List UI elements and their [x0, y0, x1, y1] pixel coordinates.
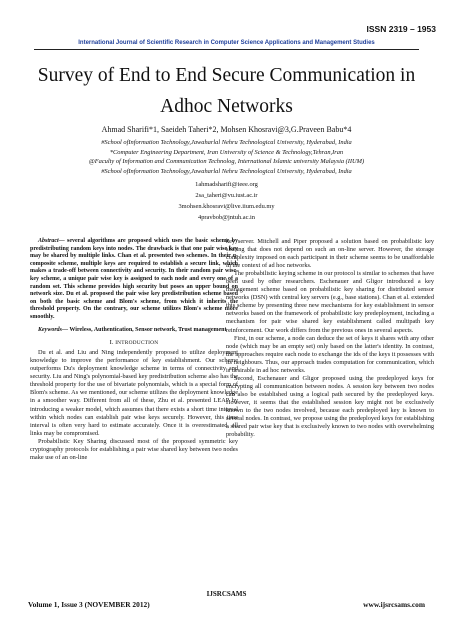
keywords [30, 327, 238, 335]
email-2: 2sa_taheri@vu.iust.ac.ir [195, 192, 258, 199]
paper-title: Survey of End to End Secure Communication in Adhoc Networks [37, 65, 416, 117]
right-paragraph-3: First, in our scheme, a node can deduce the set of keys it shares with any other node (which may be an empty set) only based on the latter's identity. In contrast, the approaches require each node to exchange the ids of the keys it possesses with its neighbours. Thus, our approach trades computation for communication, which is desirable in ad hoc networks. [226, 334, 434, 374]
right-paragraph-1: key server. Mitchell and Piper proposed a solution based on probabilistic key sharing that does not depend on such an on-line server. However, the storage complexity imposed on each participant in their scheme seems to be unaffordable in the context of ad hoc networks. [226, 238, 434, 270]
email-3: 3mohsen.khosravi@live.iium.edu.my [178, 203, 275, 210]
author-list: Ahmad Sharifi*1, Saeideh Taheri*2, Mohsen Khosravi@3,G.Praveen Babu*4 [101, 125, 352, 134]
right-column [226, 238, 434, 439]
section-heading [30, 339, 238, 347]
abstract [30, 238, 238, 322]
intro-paragraph-1: Du et al. and Liu and Ning independently proposed to utilize deployment knowledge to improve the performance of key establishment. Our scheme outperforms Du's deployment knowledge scheme in terms of connectivity and security. Liu and Ning's polynomial-based key predistribution scheme also has the threshold property for the use of bivariate polynomials, which is a special form of Blom's scheme. As we mentioned, our scheme utilizes the deployment knowledge in a smoother way. Different from all of these, Zhu et al. presented LEAP by introducing a weaker model, which assumes that there exists a short time interval within which nodes can establish pair wise keys securely. However, this time interval is often very hard to estimate accurately. Once it is overestimated, all links may be compromised. [30, 349, 238, 437]
email-4: 4pravbob@jntuh.ac.in [198, 214, 255, 221]
affiliation-2: *Computer Engineering Department, Iran University of Science & Technology,Tehran,Iran [109, 148, 344, 156]
left-column [30, 238, 238, 462]
affiliation-3: @Faculty of Information and Communication Technolog, International Islamic university Malaysia (IIUM) [88, 158, 365, 166]
right-paragraph-4: Second, Eschenauer and Gligor proposed using the predeployed keys for encrypting all communication between nodes. A session key between two nodes can also be established using a logical path secured by the predeployed keys. However, it seems that the established session key might not be exclusively known to the two nodes involved, because each predeployed key is known to several nodes. In contrast, we propose using the predeployed keys for establishing a shared pair wise key that is exclusively known to two nodes with overwhelming probability. [226, 374, 434, 439]
keywords-label: Keywords [38, 326, 62, 333]
section-number: I. [109, 339, 114, 347]
footer-website: www.ijsrcsams.com [363, 600, 425, 609]
email-1: 1ahmadsharifi@ieee.org [195, 181, 258, 188]
right-paragraph-2: The probabilistic keying scheme in our protocol is similar to schemes that have been used by other researchers. Eschenauer and Gligor introduced a key management scheme based on probabilistic key sharing for distributed sensor networks (DSN) with central key servers (e.g., base stations). Chan et al. extended this scheme by presenting three new mechanisms for key establishment in sensor networks based on the framework of probabilistic key predeployment, including a mechanism for pair wise shared key establishment called multipath key reinforcement. Our work differs from the previous ones in several aspects. [226, 270, 434, 334]
emails [10, 179, 443, 223]
intro-paragraph-2: Probabilistic Key Sharing discussed most of the proposed symmetric key cryptography protocols for establishing a pair wise shared key between two nodes make use of an on-line [30, 437, 238, 461]
footer-volume: Volume 1, Issue 3 (NOVEMBER 2012) [28, 600, 150, 609]
affiliation-1: #School ofInformation Technology,Jawaharlal Nehru Technological University, Hyderabad, India [101, 139, 352, 146]
abstract-label: Abstract [38, 238, 59, 244]
header-rule [34, 49, 419, 50]
affiliation-4: #School ofInformation Technology,Jawaharlal Nehru Technological University, Hyderabad, India [101, 167, 352, 175]
issn-number: ISSN 2319 – 1953 [366, 24, 436, 34]
keywords-text: — Wireless, Authentication, Sensor network, Trust management [62, 326, 227, 333]
journal-name: International Journal of Scientific Research in Computer Science Applications and Management Studies [78, 40, 375, 46]
abstract-text: — several algorithms are proposed which uses the basic scheme by predistributing random keys into nodes. The drawback is that one pair wise key may be shared by multiple links. Chan et al. presented two schemes. In their q-composite scheme, multiple keys are required to establish a secure link, which makes a trade-off between connectivity and security. In their random pair wise-key scheme, a unique pair wise key is assigned to each node and every one of a random set. This scheme provides high security but poses an upper bound on network size. Du et al. proposed the pair wise key predistribution scheme based on both the basic scheme and Blom's scheme, from which it inherits the threshold property. On the contrary, our scheme utilizes Blom's scheme more smoothly. [30, 238, 238, 320]
section-title: INTRODUCTION [115, 340, 159, 347]
affiliations [10, 138, 443, 176]
footer-journal-abbrev: IJSRCSAMS [206, 590, 247, 598]
